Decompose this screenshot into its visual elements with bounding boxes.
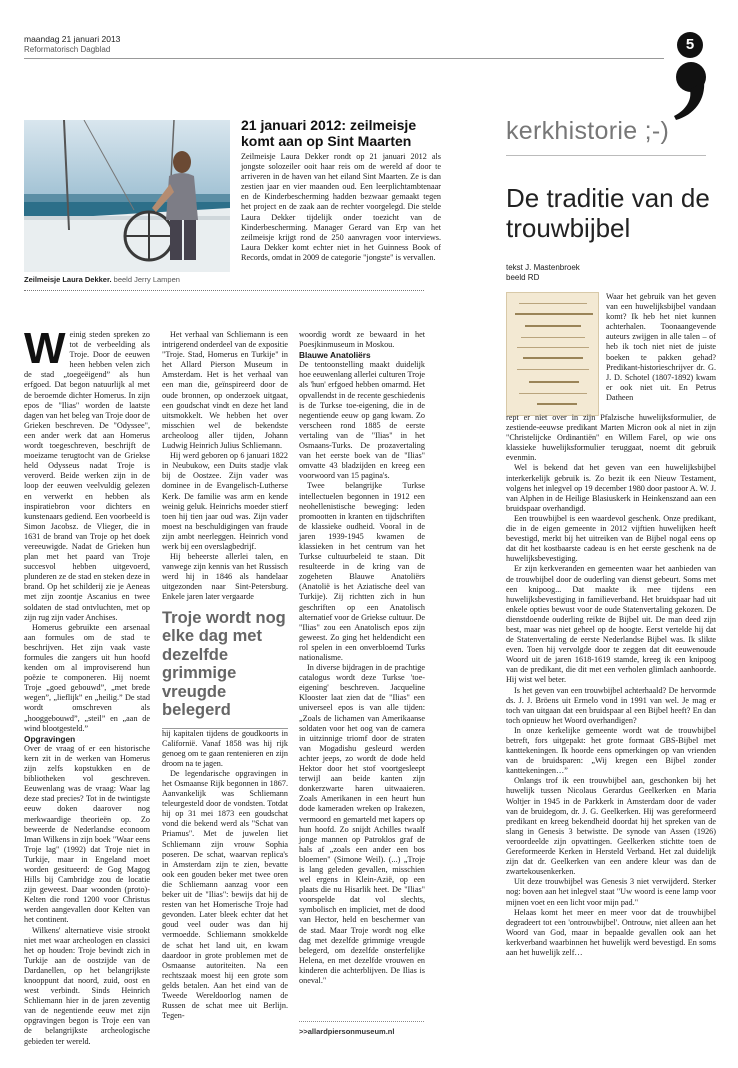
caption-credit: beeld Jerry Lampen bbox=[113, 275, 180, 284]
subheading-blauwe-anatoliers: Blauwe Anatoliërs bbox=[299, 350, 371, 361]
article-para: Het verhaal van Schliemann is een intrigerend onderdeel van de expositie "Troje. Stad, Homerus en Turkije" in het Allard Pierson Museum in Amsterdam. Het is het verhaal van een man die, geïnspireerd door de oude bronnen, op onderzoek uitgaat, een goudschat vindt en deze het land uitsmokkelt. We hebben het over misschien wel de bekendste archeoloog aller tijden, Johann Ludwig Heinrich Julius Schliemann. bbox=[162, 330, 288, 451]
kicker-rule bbox=[506, 155, 706, 156]
article-para: Hij werd geboren op 6 januari 1822 in Neubukow, een Duits stadje vlak bij de Oostzee. Zijn vader was dominee in de Evangelisch-Lutherse Kerk. De familie was arm en kende weinig geluk. Heinrichs moeder stierf toen hij tien jaar oud was. Zijn vader moest na beschuldigingen van fraude zijn ambt neerleggen. Heinrich vond werk bij een overslagbedrijf. bbox=[162, 451, 288, 551]
caption-title: Zeilmeisje Laura Dekker. bbox=[24, 275, 112, 284]
article-para: hij kapitalen tijdens de goudkoorts in Californië. Vanaf 1858 was hij rijk genoeg om te gaan rentenieren en zijn droom na te jagen. bbox=[162, 728, 288, 768]
header-date: maandag 21 januari 2013 bbox=[24, 34, 121, 44]
sailing-photo-image bbox=[24, 120, 230, 272]
feature-para: Uit deze trouwbijbel was Genesis 3 niet verwijderd. Sterker nog: boven aan het inlegvel staat "Uw woord is eene lamp voor mijnen voet en een licht voor mijn pad." bbox=[506, 877, 716, 907]
feature-para: Wel is bekend dat het geven van een huwelijksbijbel interkerkelijk gebruik is. Zo bezit ik een Nieuw Testament, volgens het inlegvel op 19 december 1980 door pastoor A. W. J. van Alphen in de Heilige Blasiuskerk in Heinkenszand aan een bruidspaar overhandigd. bbox=[506, 463, 716, 513]
news-body: Zeilmeisje Laura Dekker rondt op 21 januari 2012 als jongste solozeiler ooit haar reis om de wereld af door te arriveren in de haven van het eiland Sint Maarten. Ze is dan zestien jaar en vier maanden oud. Een leerplichtambtenaar en de Kinderbescherming hadden bezwaar gemaakt tegen het project en de zaak aan de rechter voorgelegd. Die stelde Laura Dekker tijdelijk onder toezicht van de Kinderbescherming. Manager Gerard van Erp van het zeilmeisje krijgt rond de 250 aanvragen voor interviews. Laura Dekker komt echter niet in het Guinness Book of Records, omdat in 2009 de categorie "jongste" is vervallen. bbox=[241, 152, 441, 262]
sailing-photo bbox=[24, 120, 230, 272]
article-para: einig steden spreken zo tot de verbeelding als Troje. Door de eeuwen heen hebben velen zich de stad „toegeëigend” als hun erfgoed. Dat begon natuurlijk al met de beroemde dichter Homerus. In zijn epos de "Ilias" worden de laatste dagen van het beleg van Troje door de Grieken beschreven. De "Odyssee", een ander werk dat aan Homerus wordt toegeschreven, beschrijft de moeizame terugtocht van de Griekse held Odysseus nadat Troje is veroverd. Beide werken zijn in de loop der eeuwen veelvuldig gelezen en verwerkt en hebben als inspiratiebron voor dichters en kunstenaars gediend. Een voorbeeld is Simon Jacobsz. de Vlieger, die in 1631 de brand van Troje op het doek vereeuwigde. Nadat de Grieken hun plan met het paard van Troje succesvol hebben uitgevoerd, plunderen ze de stad en steken deze in brand. Op het schilderij zie je Aeneas met zijn zoontje Ascanius en twee soldaten de stad ontvluchten, met op zijn rug zijn vader Anchises. bbox=[24, 330, 150, 622]
dropcap: W bbox=[24, 324, 66, 373]
feature-body bbox=[506, 413, 716, 958]
feature-para: rept er niet over in zijn Pfalzische huwelijksformulier, de zestiende-eeuwse predikant Marten Micron ook al niet in zijn "Christelijcke Ordinantiën" en Willem Farel, op wie ons klassieke huwelijksformulier teruggaat, noemt dit gebruik evenmin. bbox=[506, 413, 716, 463]
header-paper-name: Reformatorisch Dagblad bbox=[24, 45, 111, 54]
marriage-certificate-image bbox=[506, 292, 599, 416]
feature-para: Een trouwbijbel is een waardevol geschenk. Onze predikant, die in de eigen gemeente in 2012 vijftien huwelijken heeft bevestigd, merkt bij het uitreiken van de Bijbel nogal eens op dat dit het kostbaarste cadeau is en het eerste geschenk na de huwelijksbevestiging. bbox=[506, 513, 716, 564]
article-para: Twee belangrijke Turkse intellectuelen begonnen in 1912 een neohellenistische beweging: leden promootten in kranten en tijdschriften de klassieke oudheid. Vooral in de jaren 1939-1945 kwamen de klassieken in het centrum van het Turkse cultuurbeleid te staan. Dit resulteerde in de kring van de zogeheten Blauwe Anatoliërs (Anatolië is het Aziatische deel van Turkije). Zij richtten zich in hun geschriften op een Anatolisch alternatief voor de Griekse cultuur. De "Ilias" zou een Anatolisch epos zijn geweest. Zo ging het heldendicht een rol spelen in een onverbloemd Turks nationalisme. bbox=[299, 481, 425, 662]
article-para: Hij beheerste allerlei talen, en vanwege zijn kennis van het Russisch werd hij in 1846 als handelaar uitgezonden naar Sint-Petersburg. Enkele jaren later vergaarde bbox=[162, 552, 288, 602]
article-column-3 bbox=[299, 330, 425, 986]
feature-para: Er zijn kerkveranden en gemeenten waar het aanbieden van de trouwbijbel door de ouderling van dienst gebeurt. Soms met een knipoog... Dat maakte ik mee tijdens een huwelijksbevestiging in familieverband. Het bruidspaar had uit enkele opties bewust voor de oude Statenvertaling gekozen. De dienstdoende ouderling reikte de Bijbel uit. De man deed zijn best, maar was niet geheel op de hoogte. Eerst vertelde hij dat de Statenvertaling de eerste Nederlandse Bijbel was. Ik slikte even. Toen hij vervolgde door te zeggen dat dit eeuwenoude Woord uit de jaren 1618-1619 stamde, kreeg ik een knipoog van de predikant, die dit met een verholen glimlach aanhoorde. Hij wist wel beter. bbox=[506, 564, 716, 685]
link-rule bbox=[299, 1021, 424, 1022]
kicker-label: kerkhistorie ;-) bbox=[506, 117, 670, 145]
article-column-1 bbox=[24, 324, 150, 1047]
feature-headline: De traditie van de trouwbijbel bbox=[506, 183, 710, 243]
article-para: De tentoonstelling maakt duidelijk hoe eeuwenlang allerlei culturen Troje als 'hun' erfgoed hebben omarmd. Het opvallendst in de recente geschiedenis is de Turkse toe-eigening, die in de negentiende eeuw op gang kwam. Zo verscheen rond 1885 de eerste vertaling van de "Ilias" in het Osmaans-Turks. De prozavertaling van het eerste boek van de "Ilias" omvatte 43 bladzijden en kreeg een voorwoord van 15 pagina's. bbox=[299, 360, 425, 481]
article-column-2 bbox=[162, 330, 288, 1021]
article-para: In diverse bijdragen in de prachtige catalogus wordt deze Turkse 'toe-eigening' beschreven. Jacqueline Klooster laat zien dat de "Ilias" een universeel epos is van alle tijden: „Zoals de lichamen van Amerikaanse soldaten voor het oog van de camera in uitzinnige triomf door de straten van Mogadishu gesleurd werden achter jeeps, zo wordt de dode held Hektor door het stof voortgesleept terwijl aan beide kanten zijn donkerzwarte haren uitwaaieren. Zoals Amerikanen in een heurt hun dode kameraden wreken op Irakezen, vermoord en gemarteld met kapers op hun hoofd. Zo snijdt Achilles twaalf jonge mannen op Patroklos graf de hals af „zoals een ander een bos bloemen" (Simone Weil). (...) „Troje is lang geleden gevallen, misschien wel ergens in Klein-Azië, op een plaats die nu Hisarlik heet. De "Ilias" voorspelde dat vol slechts, symbolisch en impliciet, met de dood van Hector, held en beschermer van de stad. Maar Troje wordt nog elke dag met dezelfde grimmige vreugde belegerd, om dezelfde onsterfelijke Helena, en met dezelfde vrouwen en kinderen die achterblijven. De Ilias is oneval." bbox=[299, 663, 425, 985]
article-para: woordig wordt ze bewaard in het Poesjkinmuseum in Moskou. bbox=[299, 330, 425, 350]
feature-byline bbox=[506, 263, 580, 283]
news-headline: 21 januari 2012: zeilmeisje komt aan op Sint Maarten bbox=[241, 117, 417, 149]
comma-logo-icon bbox=[668, 60, 714, 122]
feature-para: Is het geven van een trouwbijbel achterhaald? De hervormde ds. J. J. Bröens uit Ermelo vond in 1991 van wel. Je mag er toch van uitgaan dat een bruidspaar al een Bijbel heeft? En dan toch opnieuw het Woord overhandigen? bbox=[506, 685, 716, 725]
photo-caption bbox=[24, 275, 180, 284]
feature-intro bbox=[606, 292, 716, 403]
header-rule bbox=[24, 58, 664, 59]
page-number: 5 bbox=[677, 32, 703, 58]
article-para: Homerus gebruikte een arsenaal aan formules om de stad te beschrijven. Het zijn vaak vaste formules die zangers uit hun hoofd kenden om al improviserend hun poëzie te componeren. Hij noemt Troje „goed gebouwd”, „met brede wegen”, „lieflijk” en „heilig.” De stad wordt omschreven als „hooggebouwd”, „steil” en „aan de wind blootgesteld.” bbox=[24, 622, 150, 733]
page-header bbox=[24, 34, 120, 54]
subheading-opgravingen: Opgravingen bbox=[24, 733, 76, 744]
byline-image: beeld RD bbox=[506, 273, 540, 282]
feature-para: In onze kerkelijke gemeente wordt wat de trouwbijbel betreft, fors uitgepakt: het grote formaat GBS-Bijbel met kanttekeningen. Ik hoorde eens opmerkingen op van vrienden van de bruidsparen: „Wij kregen een Bijbel zonder kanttekeningen…” bbox=[506, 725, 716, 776]
feature-para: Onlangs trof ik een trouwbijbel aan, geschonken bij het huwelijk tussen Nicolaus Gerardus Geelkerken en Maria Woltjer in 1945 in de Parkkerk in Amsterdam door de vader van de bruidegom, dr. J. G. Geelkerken. Hij was gereformeerd predikant en kreeg bekendheid doordat hij het spreken van de slang in Genesis 3 betwistte. De synode van Assen (1926) veroordeelde zijn opvattingen. Geelkerken stichtte toen de Gereformeerde Kerken in Hersteld Verband. Het zal duidelijk zijn dat dr. Geelkerken van een andere kleur was dan de zwartekousenkerken. bbox=[506, 776, 716, 877]
feature-intro-text: Waar het gebruik van het geven van een huwelijksbijbel vandaan komt? Ik heb het niet kunnen achterhalen. Toonaangevende auteurs zwijgen in alle talen – of heb ik toch niet niet de juiste boeken te pakken gehad? Predikant-historieschrijver dr. G. J. D. Schotel (1807-1892) kwam er ook niet uit. En Petrus Datheen bbox=[606, 292, 716, 402]
article-para: Wilkens' alternatieve visie strookt niet met waar archeologen en classici het op houden: Troje bevindt zich in Turkije aan de oostzijde van de Dardanellen, op het belangrijkste knooppunt dat noord, zuid, oost en west verbindt. Sinds Heinrich Schliemann hier in de jaren zeventig van de negentiende eeuw met zijn opgravingen begon is Troje een van de belangrijkste archeologische gebieden ter wereld. bbox=[24, 925, 150, 1046]
pull-quote: Troje wordt nog elke dag met dezelfde grimmige vreugde belegerd bbox=[162, 608, 286, 720]
article-para: Over de vraag of er een historische kern zit in de werken van Homerus zijn zelfs kopstukken en de bibliotheken vol geschreven. Eeuwenlang was de vraag: Waar lag deze stad precies? Tot in de twintigste eeuw doken daarover nog merkwaardige theorieën op. Zo beweerde de Nederlandse econoom Iman Wilkens in zijn boek "Waar eens Troje lag" (1992) dat Troje niet in Turkije, maar in Engeland moet worden gesitueerd: de Gog Magog Hills bij Cambridge zou de locatie zijn geweest. Daar woonden (proto)-Kelten die rond 1200 voor Christus werden aangevallen door Kelten van het continent. bbox=[24, 743, 150, 925]
section-divider bbox=[24, 290, 424, 291]
article-para: De legendarische opgravingen in het Osmaanse Rijk begonnen in 1867. Aanvankelijk was Schliemann teleurgesteld door de vondsten. Totdat hij op 31 mei 1873 een goudschat vond die bekend werd als "Schat van Priamus". Met de juwelen liet Schliemann zijn vrouw Sophia poseren. De schat, waarvan replica's in Amsterdam zijn te zien, bevatte ook een gouden beker met twee oren die Schliemann aanzag voor een beker uit de "Ilias": bewijs dat hij de resten van het Homerische Troje had gevonden. Later bleek echter dat het goud veel ouder was dan hij vermoedde. Schliemann smokkelde de schat het land uit, en kwam daardoor in grote problemen met de Osmaanse autoriteiten. Na een rechtszaak moest hij een grote som gelds betalen. Aan het eind van de Tweede Wereldoorlog namen de Russen de schat mee uit Berlijn. Tegen- bbox=[162, 768, 288, 1021]
feature-para: Helaas komt het meer en meer voor dat de trouwbijbel degradeert tot een 'ontrouwbijbel'. Ontrouw, niet alleen aan het Woord van God, maar in bepaalde gevallen ook aan het kerkverband waarbinnen het huwelijk werd bevestigd. En soms aan het huwelijk zelf… bbox=[506, 907, 716, 957]
museum-link[interactable]: >>allardpiersonmuseum.nl bbox=[299, 1027, 395, 1036]
byline-text: tekst J. Mastenbroek bbox=[506, 263, 580, 272]
